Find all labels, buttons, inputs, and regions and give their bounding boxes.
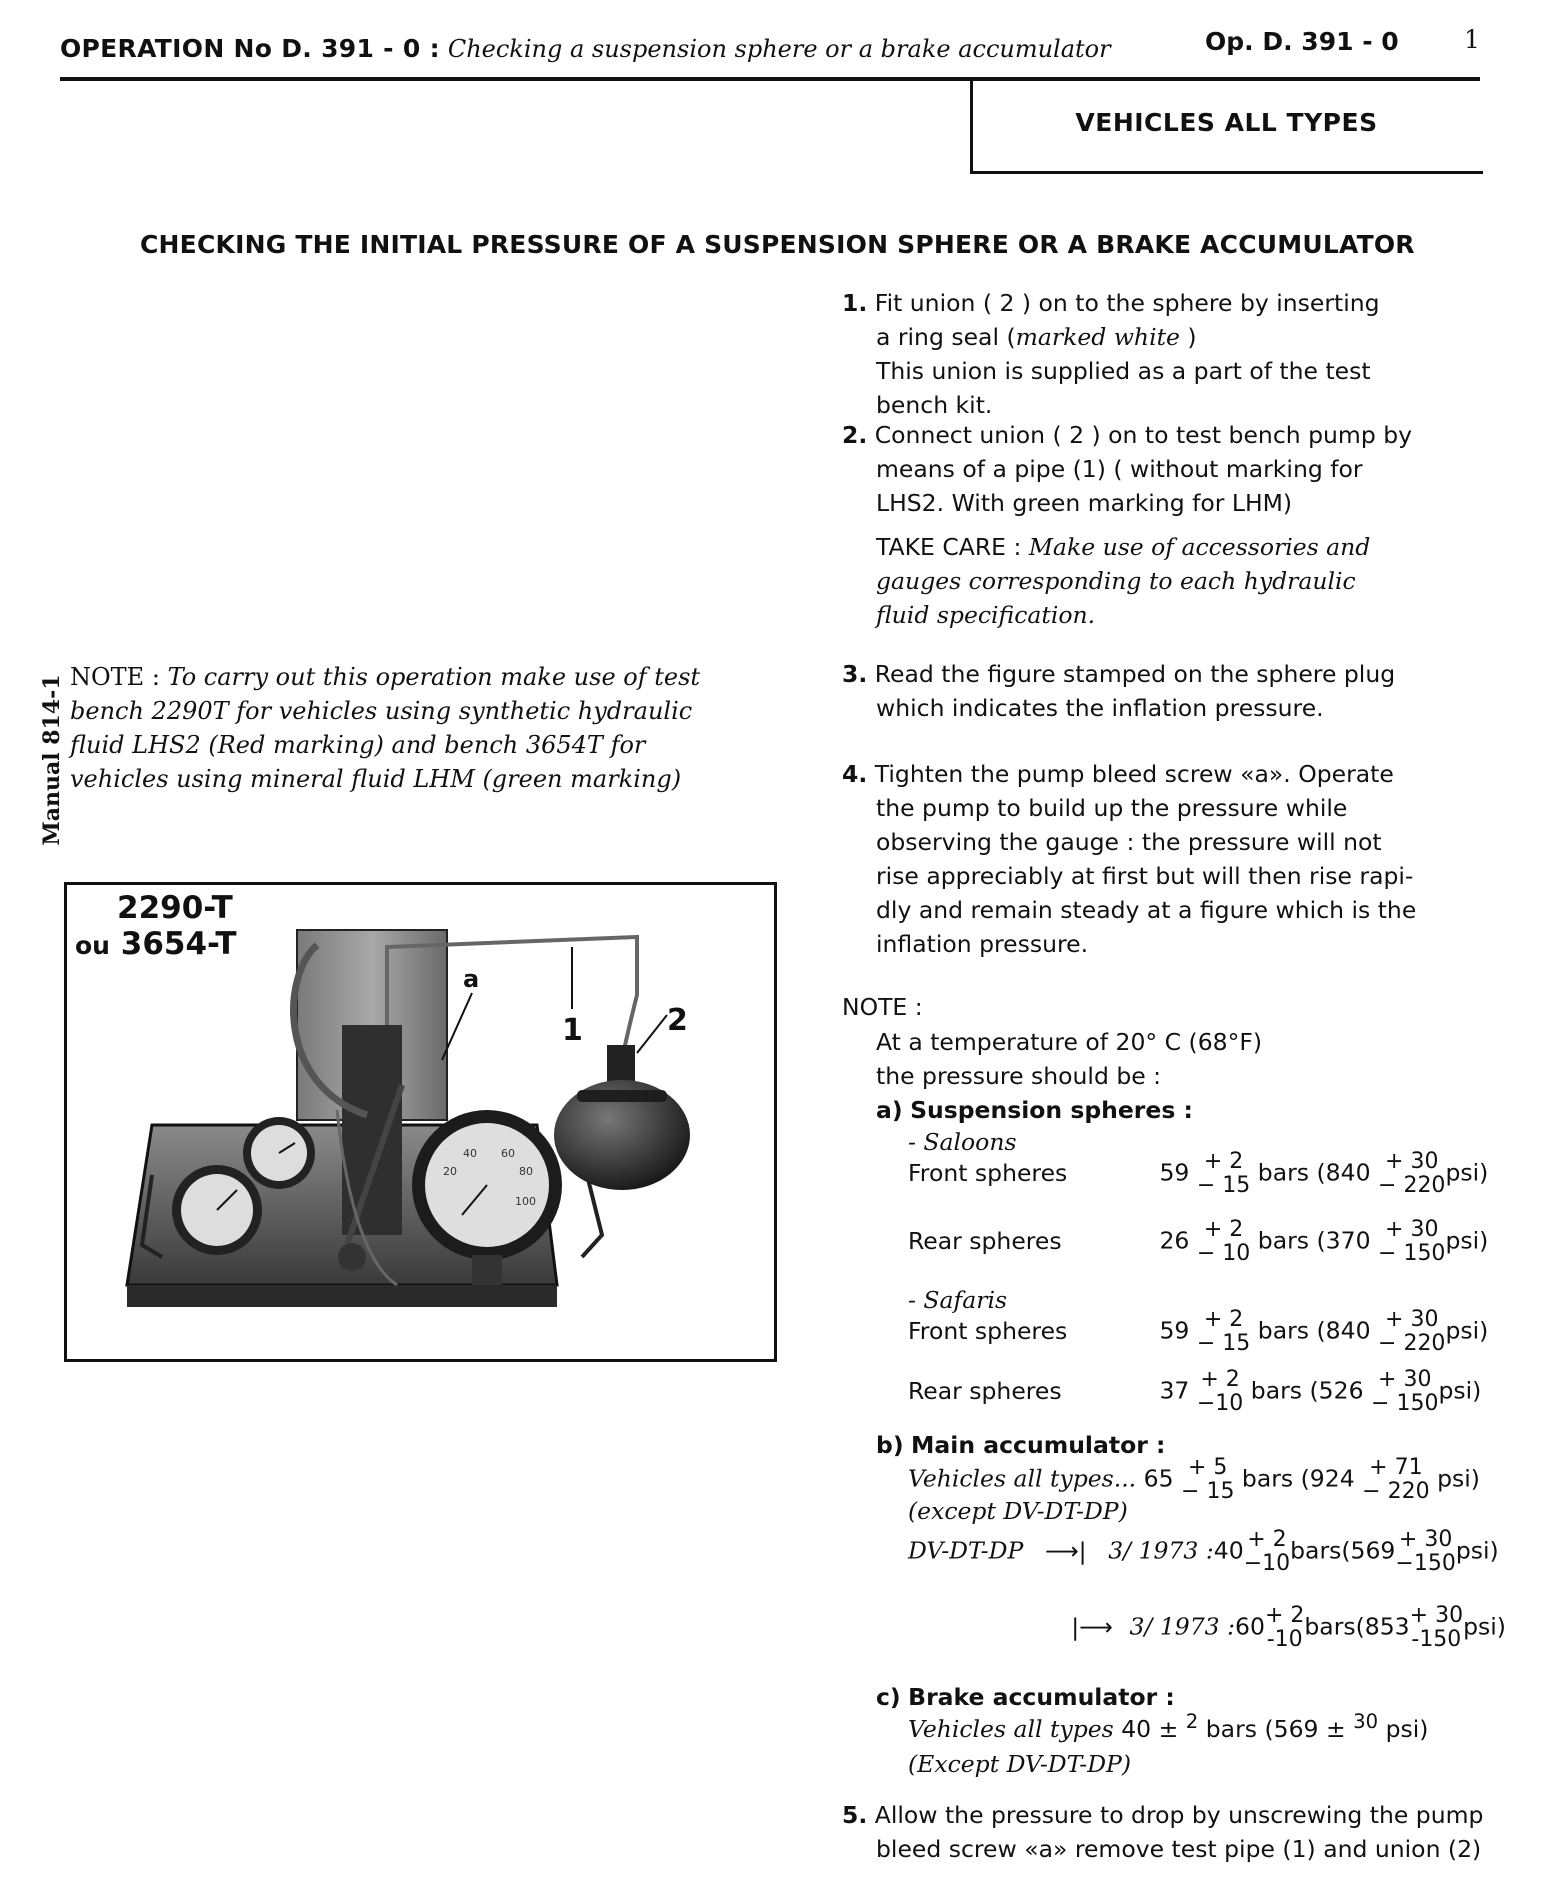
unit-bars: bars xyxy=(1257,1158,1310,1187)
brake-all-row xyxy=(908,1710,1428,1743)
brake-all-psi-tol: 30 xyxy=(1353,1710,1379,1733)
note-a-heading xyxy=(876,1093,1193,1127)
page-title: CHECKING THE INITIAL PRESSURE OF A SUSPENSION SPHERE OR A BRAKE ACCUMULATOR xyxy=(140,230,1415,259)
take-care-label: TAKE CARE : xyxy=(876,533,1022,561)
safari-front-label: Front spheres xyxy=(908,1316,1068,1345)
step-5 xyxy=(842,1798,1522,1866)
tol-minus: -10 xyxy=(1266,1627,1303,1652)
main-all-bar-tol xyxy=(1181,1456,1234,1504)
step-1 xyxy=(842,286,1522,422)
main-dv-after-bar: 60 xyxy=(1235,1612,1265,1641)
note-b-label: b) xyxy=(876,1431,904,1459)
unit-bars: bars xyxy=(1250,1376,1303,1405)
main-dv-after-date: 3/ 1973 : xyxy=(1129,1612,1236,1641)
bar-to-arrow-icon: |⟶ xyxy=(1071,1612,1113,1641)
brake-all-bar: 40 xyxy=(1121,1714,1152,1743)
model-3654t: 3654-T xyxy=(120,926,237,962)
safari-rear-bar-tol xyxy=(1197,1368,1243,1416)
label-2: 2 xyxy=(667,1003,688,1038)
model-2290t: 2290-T xyxy=(117,890,233,926)
tol-minus: −150 xyxy=(1395,1551,1456,1576)
brake-all-label: Vehicles all types xyxy=(908,1714,1114,1743)
take-care xyxy=(842,530,1542,632)
tol-minus: − 150 xyxy=(1378,1241,1446,1266)
take-care-line2: gauges corresponding to each hydraulic xyxy=(876,567,1356,595)
main-dv-label: DV-DT-DP xyxy=(908,1536,1024,1565)
page-number: 1 xyxy=(1464,25,1480,54)
operation-ref: Op. D. 391 - 0 xyxy=(1205,27,1399,56)
safari-front-bar: 59 xyxy=(1159,1316,1190,1345)
step-3 xyxy=(842,657,1522,725)
tol-plus: + 30 xyxy=(1385,1307,1439,1332)
gauge-mark-20: 20 xyxy=(443,1165,457,1178)
main-all-label: Vehicles all types... xyxy=(908,1464,1137,1493)
saloon-front-label: Front spheres xyxy=(908,1158,1068,1187)
note-left xyxy=(70,660,740,796)
step-1-line2a: a ring seal ( xyxy=(876,323,1016,351)
unit-psi: psi) xyxy=(1463,1612,1506,1641)
tol-minus: − 15 xyxy=(1181,1479,1235,1504)
safari-front-bar-tol xyxy=(1197,1308,1250,1356)
step-3-line2: which indicates the inflation pressure. xyxy=(876,694,1324,722)
tol-plus: + 2 xyxy=(1203,1149,1244,1174)
step-4 xyxy=(842,757,1522,961)
tol-plus: + 30 xyxy=(1378,1367,1432,1392)
label-a: a xyxy=(463,965,480,993)
main-dv-after-row xyxy=(1062,1604,1506,1652)
brake-all-psi: (569 xyxy=(1264,1714,1319,1743)
safari-front-psi-tol xyxy=(1378,1308,1445,1356)
tol-minus: − 150 xyxy=(1371,1391,1439,1416)
step-1-line1: Fit union ( 2 ) on to the sphere by inserting xyxy=(874,289,1380,317)
step-2 xyxy=(842,418,1522,520)
step-2-line1: Connect union ( 2 ) on to test bench pump by xyxy=(874,421,1413,449)
tol-plus: + 71 xyxy=(1369,1455,1423,1480)
tol-plus: + 2 xyxy=(1203,1307,1244,1332)
saloon-rear-psi: (370 xyxy=(1316,1226,1371,1255)
tol-plus: + 30 xyxy=(1409,1603,1464,1628)
arrow-to-bar-icon: ⟶| xyxy=(1044,1536,1087,1565)
unit-bars: bars xyxy=(1290,1536,1342,1565)
step-2-line2: means of a pipe (1) ( without marking for xyxy=(876,455,1363,483)
step-1-line2b: marked white xyxy=(1015,323,1180,351)
step-4-num: 4. xyxy=(842,760,868,788)
step-3-line1: Read the figure stamped on the sphere plug xyxy=(874,660,1396,688)
main-all-bar: 65 xyxy=(1143,1464,1174,1493)
saloon-front-row xyxy=(908,1150,1488,1198)
main-dv-before-bar: 40 xyxy=(1213,1536,1244,1565)
safari-front-psi: (840 xyxy=(1316,1316,1371,1345)
note-a-label: a) xyxy=(876,1096,903,1124)
vehicles-label: VEHICLES ALL TYPES xyxy=(1075,108,1378,137)
model-3654t-line xyxy=(75,927,237,963)
gauge-mark-40: 40 xyxy=(463,1147,477,1160)
tol-minus: − 15 xyxy=(1196,1173,1251,1198)
label-1: 1 xyxy=(562,1013,583,1048)
main-dv-before-row xyxy=(908,1528,1499,1576)
tol-minus: − 15 xyxy=(1196,1331,1251,1356)
main-all-psi-tol xyxy=(1362,1456,1429,1504)
main-all-psi: (924 xyxy=(1300,1464,1355,1493)
unit-psi: psi) xyxy=(1437,1464,1480,1493)
brake-except-label: (Except DV-DT-DP) xyxy=(908,1750,1132,1778)
take-care-line3: fluid specification. xyxy=(876,601,1096,629)
model-ou: ou xyxy=(75,931,110,960)
safari-rear-label: Rear spheres xyxy=(908,1376,1062,1405)
step-5-line1: Allow the pressure to drop by unscrewing the pump xyxy=(874,1801,1484,1829)
safari-rear-bar: 37 xyxy=(1159,1376,1190,1405)
tol-plus: + 2 xyxy=(1200,1367,1240,1392)
safari-rear-row xyxy=(908,1368,1481,1416)
note-b-title: Main accumulator : xyxy=(911,1431,1166,1459)
tol-plus: + 5 xyxy=(1188,1455,1228,1480)
note-c-heading xyxy=(876,1680,1175,1714)
tol-plus: + 2 xyxy=(1247,1527,1287,1552)
note-label: NOTE : xyxy=(842,993,923,1021)
step-4-line4: rise appreciably at first but will then rise rapi- xyxy=(876,862,1414,890)
unit-psi: psi) xyxy=(1445,1226,1489,1255)
step-4-line3: observing the gauge : the pressure will not xyxy=(876,828,1382,856)
note-left-text: To carry out this operation make use of test bench 2290T for vehicles using synthetic hydraulic fluid LHS2 (Red marking) and bench 3654T for vehicles using mineral fluid LHM (green marking) xyxy=(70,663,701,793)
saloon-front-psi: (840 xyxy=(1316,1158,1371,1187)
gauge-mark-60: 60 xyxy=(501,1147,515,1160)
note-a-title: Suspension spheres : xyxy=(910,1096,1193,1124)
gauge-mark-80: 80 xyxy=(519,1165,533,1178)
manual-side-label: Manual 814-1 xyxy=(39,674,65,846)
saloon-rear-row xyxy=(908,1218,1488,1266)
main-dv-after-psi-tol xyxy=(1410,1604,1463,1652)
step-4-line6: inflation pressure. xyxy=(876,930,1089,958)
step-5-line2: bleed screw «a» remove test pipe (1) and union (2) xyxy=(876,1835,1482,1863)
note-c-label: c) xyxy=(876,1683,901,1711)
note-left-prefix: NOTE : xyxy=(70,663,160,691)
test-bench-photo xyxy=(64,882,777,1362)
brake-all-pm: ± xyxy=(1158,1714,1179,1743)
main-dv-after-bar-tol xyxy=(1265,1604,1304,1652)
tol-minus: − 220 xyxy=(1362,1479,1430,1504)
main-except-label: (except DV-DT-DP) xyxy=(908,1497,1128,1525)
tol-minus: -150 xyxy=(1411,1627,1462,1652)
safari-front-row xyxy=(908,1308,1488,1356)
saloon-front-bar: 59 xyxy=(1159,1158,1190,1187)
tol-plus: + 30 xyxy=(1398,1527,1453,1552)
tol-minus: −10 xyxy=(1196,1391,1244,1416)
brake-all-tol: 2 xyxy=(1185,1710,1199,1733)
tol-minus: − 220 xyxy=(1378,1173,1446,1198)
tol-minus: − 10 xyxy=(1196,1241,1251,1266)
unit-bars: bars xyxy=(1304,1612,1356,1641)
tol-plus: + 30 xyxy=(1385,1149,1439,1174)
step-1-line4: bench kit. xyxy=(876,391,993,419)
step-4-line1: Tighten the pump bleed screw «a». Operate xyxy=(874,760,1394,788)
unit-psi: psi) xyxy=(1445,1158,1489,1187)
step-4-line5: dly and remain steady at a figure which is the xyxy=(876,896,1417,924)
unit-psi: psi) xyxy=(1385,1714,1429,1743)
unit-bars: bars xyxy=(1205,1714,1257,1743)
tol-plus: + 2 xyxy=(1264,1603,1305,1628)
main-dv-before-psi-tol xyxy=(1395,1528,1455,1576)
unit-bars: bars xyxy=(1257,1316,1310,1345)
saloon-rear-bar-tol xyxy=(1197,1218,1250,1266)
saloon-front-psi-tol xyxy=(1378,1150,1445,1198)
tol-minus: −10 xyxy=(1243,1551,1291,1576)
safari-rear-psi: (526 xyxy=(1309,1376,1364,1405)
step-1-line2c: ) xyxy=(1179,323,1197,351)
safari-rear-psi-tol xyxy=(1371,1368,1438,1416)
saloon-rear-psi-tol xyxy=(1378,1218,1445,1266)
saloon-rear-label: Rear spheres xyxy=(908,1226,1062,1255)
step-4-line2: the pump to build up the pressure while xyxy=(876,794,1348,822)
note-line2: the pressure should be : xyxy=(876,1062,1162,1090)
safaris-label: - Safaris xyxy=(908,1286,1008,1314)
step-2-line3: LHS2. With green marking for LHM) xyxy=(876,489,1293,517)
take-care-line1: Make use of accessories and xyxy=(1028,533,1371,561)
step-5-num: 5. xyxy=(842,1801,868,1829)
unit-psi: psi) xyxy=(1445,1316,1489,1345)
saloon-front-bar-tol xyxy=(1197,1150,1250,1198)
operation-header xyxy=(60,34,1111,63)
main-dv-before-psi: (569 xyxy=(1341,1536,1396,1565)
note-line1: At a temperature of 20° C (68°F) xyxy=(876,1028,1263,1056)
gauge-mark-100: 100 xyxy=(515,1195,536,1208)
unit-psi: psi) xyxy=(1455,1536,1499,1565)
tol-plus: + 30 xyxy=(1385,1217,1439,1242)
unit-psi: psi) xyxy=(1438,1376,1482,1405)
step-1-line3: This union is supplied as a part of the test xyxy=(876,357,1371,385)
operation-label: OPERATION No D. 391 - 0 : xyxy=(60,34,440,63)
brake-all-psi-pm: ± xyxy=(1325,1714,1346,1743)
operation-title: Checking a suspension sphere or a brake accumulator xyxy=(447,35,1111,63)
unit-bars: bars xyxy=(1257,1226,1310,1255)
unit-bars: bars xyxy=(1241,1464,1294,1493)
main-dv-before-bar-tol xyxy=(1244,1528,1290,1576)
tol-minus: − 220 xyxy=(1378,1331,1446,1356)
step-1-num: 1. xyxy=(842,289,868,317)
tol-plus: + 2 xyxy=(1203,1217,1244,1242)
step-2-num: 2. xyxy=(842,421,868,449)
main-dv-after-psi: (853 xyxy=(1355,1612,1410,1641)
saloons-label: - Saloons xyxy=(908,1128,1017,1156)
main-dv-before-date: 3/ 1973 : xyxy=(1108,1536,1214,1565)
saloon-rear-bar: 26 xyxy=(1159,1226,1190,1255)
note-c-title: Brake accumulator : xyxy=(908,1683,1175,1711)
step-3-num: 3. xyxy=(842,660,868,688)
